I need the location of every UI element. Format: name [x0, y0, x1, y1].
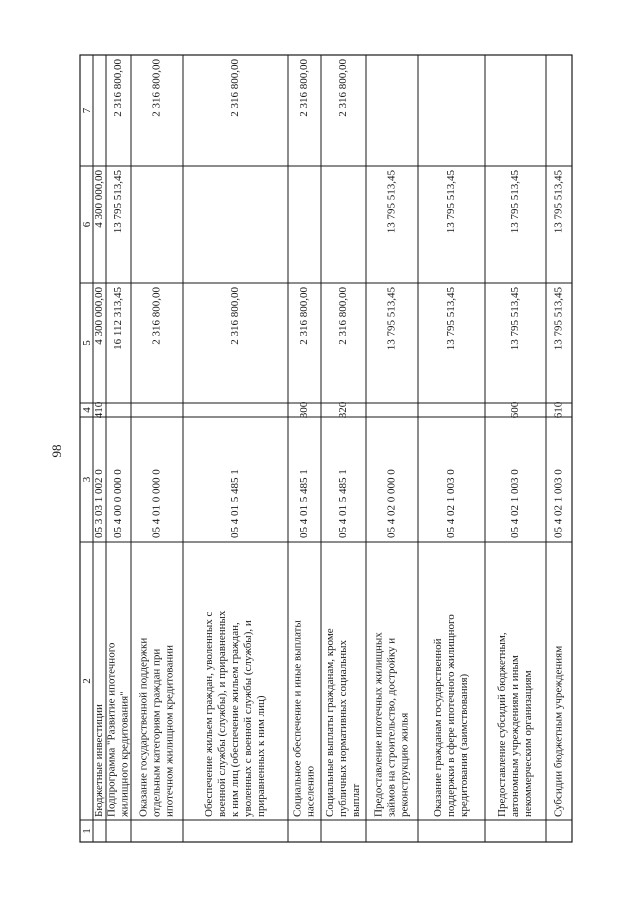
- row-amount-v6: 13 795 513,45: [112, 170, 125, 234]
- row-kvr: 600: [509, 401, 522, 419]
- row-amount-v6: 13 795 513,45: [445, 170, 458, 234]
- row-code: 05 4 02 0 000 0: [385, 469, 398, 538]
- row-name-line: отдельным категориям граждан при: [150, 648, 163, 817]
- row-code: 05 4 01 5 485 1: [337, 469, 350, 538]
- row-name-line: уволенных с военной службы (службы), и: [242, 620, 255, 817]
- row-name-line: жилищного кредитования": [118, 691, 131, 817]
- row-name-line: кредитования (заимствования): [458, 673, 471, 817]
- row-kvr: 410: [93, 401, 106, 419]
- row-name-line: Обеспечение жильем граждан, уволенных с: [203, 611, 216, 817]
- row-amount-v6: 4 300 000,00: [93, 170, 106, 228]
- header-cell: 2: [81, 678, 94, 684]
- row-amount-v5: 13 795 513,45: [552, 287, 565, 351]
- row-name-line: автономным учреждениям и иным: [509, 655, 522, 817]
- header-cell: 7: [81, 107, 94, 114]
- row-name-line: Субсидии бюджетным учреждениям: [552, 645, 565, 817]
- row-name-line: военной службы (службы), и приравненных: [216, 610, 229, 817]
- row-amount-v5: 13 795 513,45: [385, 287, 398, 351]
- row-amount-v5: 13 795 513,45: [445, 287, 458, 351]
- row-code: 05 4 00 0 000 0: [112, 469, 125, 538]
- row-kvr: 610: [552, 401, 565, 419]
- row-code: 05 4 02 1 003 0: [445, 469, 458, 538]
- row-amount-v5: 16 112 313,45: [112, 287, 125, 350]
- row-amount-v6: 13 795 513,45: [552, 170, 565, 234]
- row-kvr: 300: [298, 401, 311, 419]
- row-name-line: к ним лиц (обеспечение жильем граждан,: [229, 622, 242, 817]
- row-name-line: Социальные выплаты гражданам, кроме: [324, 628, 337, 817]
- row-amount-v5: 4 300 000,00: [93, 287, 106, 345]
- header-cell: 3: [81, 476, 94, 483]
- header-cell: 5: [81, 340, 94, 346]
- row-amount-v5: 2 316 800,00: [150, 287, 163, 345]
- row-amount-v7: 2 316 800,00: [229, 59, 242, 117]
- row-name-line: реконструкцию жилья: [398, 712, 411, 817]
- row-name-line: Подпрограмма "Развитие ипотечного: [105, 642, 118, 817]
- row-amount-v5: 13 795 513,45: [509, 287, 522, 351]
- row-name-line: Бюджетные инвестиции: [93, 704, 106, 817]
- row-kvr: 320: [337, 401, 350, 419]
- row-amount-v5: 2 316 800,00: [337, 287, 350, 345]
- row-name-line: ипотечном жилищном кредитовании: [163, 644, 176, 817]
- row-name-line: займов на строительство, достройку и: [385, 637, 398, 817]
- row-name-line: приравненных к ним лиц): [255, 695, 268, 817]
- row-name-line: Оказание гражданам государственной: [432, 638, 445, 817]
- header-cell: 4: [81, 407, 94, 413]
- row-code: 05 4 02 1 003 0: [509, 469, 522, 538]
- row-code: 05 4 01 5 485 1: [298, 469, 311, 538]
- row-amount-v7: 2 316 800,00: [112, 59, 125, 117]
- row-name-line: Социальное обеспечение и иные выплаты: [291, 620, 304, 817]
- row-amount-v7: 2 316 800,00: [150, 59, 163, 117]
- row-amount-v7: 2 316 800,00: [298, 59, 311, 117]
- row-name-line: поддержки в сфере ипотечного жилищного: [445, 614, 458, 817]
- row-amount-v6: 13 795 513,45: [385, 170, 398, 234]
- row-name-line: Предоставление субсидий бюджетным,: [496, 632, 509, 817]
- header-cell: 1: [81, 828, 94, 834]
- row-code: 05 4 01 0 000 0: [150, 469, 163, 538]
- row-name-line: Предоставление ипотечных жилищных: [372, 632, 385, 817]
- row-code: 05 3 03 1 002 0: [93, 469, 106, 538]
- row-code: 05 4 02 1 003 0: [552, 469, 565, 538]
- row-amount-v7: 2 316 800,00: [337, 59, 350, 117]
- row-name-line: Оказание государственной поддержки: [137, 637, 150, 817]
- row-name-line: выплат: [350, 783, 363, 817]
- row-amount-v5: 2 316 800,00: [298, 287, 311, 345]
- row-name-line: населению: [304, 765, 317, 817]
- row-amount-v5: 2 316 800,00: [229, 287, 242, 345]
- header-cell: 6: [81, 221, 94, 228]
- page-number: 98: [48, 444, 64, 458]
- rotated-table: [80, 55, 572, 842]
- row-amount-v6: 13 795 513,45: [509, 170, 522, 234]
- row-name-line: публичных нормативных социальных: [337, 639, 350, 817]
- row-code: 05 4 01 5 485 1: [229, 469, 242, 538]
- row-name-line: некоммерческим организациям: [522, 670, 535, 817]
